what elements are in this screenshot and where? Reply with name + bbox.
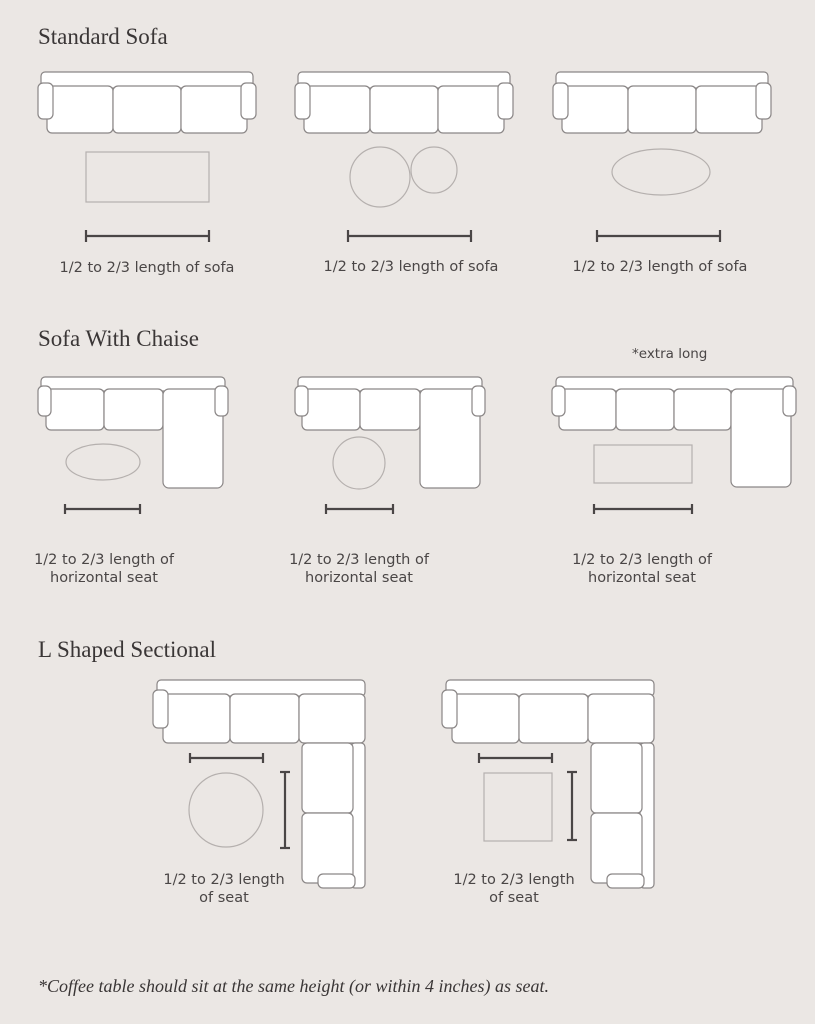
chaise-sofa-1 bbox=[38, 377, 228, 488]
caption-line-1: 1/2 to 2/3 length of bbox=[572, 552, 712, 568]
extra-long-note: *extra long bbox=[632, 346, 708, 362]
l-sectional-1 bbox=[153, 680, 365, 888]
caption-chaise-sofa-1 bbox=[14, 551, 194, 587]
caption-line-1: 1/2 to 2/3 length bbox=[163, 872, 285, 888]
standard-sofa-3 bbox=[553, 72, 771, 133]
measure-line-vertical bbox=[567, 772, 577, 840]
caption-l-sectional-1 bbox=[144, 871, 304, 907]
oval-coffee-table bbox=[66, 444, 140, 480]
caption-chaise-sofa-3 bbox=[552, 551, 732, 587]
caption-standard-sofa-3: 1/2 to 2/3 length of sofa bbox=[572, 259, 748, 275]
heading-sofa-with-chaise: Sofa With Chaise bbox=[38, 326, 199, 351]
heading-l-shaped-sectional: L Shaped Sectional bbox=[38, 637, 216, 662]
measure-line bbox=[597, 230, 720, 242]
chaise-sofa-2 bbox=[295, 377, 485, 488]
caption-line-2: horizontal seat bbox=[588, 570, 696, 586]
caption-l-sectional-2 bbox=[434, 871, 594, 907]
circle-coffee-table-large bbox=[350, 147, 410, 207]
square-coffee-table bbox=[484, 773, 552, 841]
measure-line-horizontal bbox=[190, 753, 263, 763]
measure-line-vertical bbox=[280, 772, 290, 848]
measure-line bbox=[594, 504, 692, 514]
caption-chaise-sofa-2 bbox=[269, 551, 449, 587]
standard-sofa-1 bbox=[38, 72, 256, 133]
caption-line-2: horizontal seat bbox=[305, 570, 413, 586]
caption-line-2: horizontal seat bbox=[50, 570, 158, 586]
l-sectional-2 bbox=[442, 680, 654, 888]
caption-line-1: 1/2 to 2/3 length bbox=[453, 872, 575, 888]
caption-standard-sofa-1: 1/2 to 2/3 length of sofa bbox=[59, 260, 235, 276]
circle-coffee-table bbox=[333, 437, 385, 489]
caption-line-1: 1/2 to 2/3 length of bbox=[289, 552, 429, 568]
caption-standard-sofa-2: 1/2 to 2/3 length of sofa bbox=[323, 259, 499, 275]
measure-line bbox=[86, 230, 209, 242]
chaise-sofa-3 bbox=[552, 377, 796, 487]
footnote: *Coffee table should sit at the same height (or within 4 inches) as seat. bbox=[38, 976, 549, 996]
heading-standard-sofa: Standard Sofa bbox=[38, 24, 168, 49]
rectangle-coffee-table bbox=[594, 445, 692, 483]
measure-line-horizontal bbox=[479, 753, 552, 763]
measure-line bbox=[65, 504, 140, 514]
measure-line bbox=[348, 230, 471, 242]
circle-coffee-table bbox=[189, 773, 263, 847]
caption-line-2: of seat bbox=[199, 890, 249, 906]
standard-sofa-2 bbox=[295, 72, 513, 133]
measure-line bbox=[326, 504, 393, 514]
caption-line-1: 1/2 to 2/3 length of bbox=[34, 552, 174, 568]
circle-coffee-table-small bbox=[411, 147, 457, 193]
oval-coffee-table bbox=[612, 149, 710, 195]
caption-line-2: of seat bbox=[489, 890, 539, 906]
rectangle-coffee-table bbox=[86, 152, 209, 202]
